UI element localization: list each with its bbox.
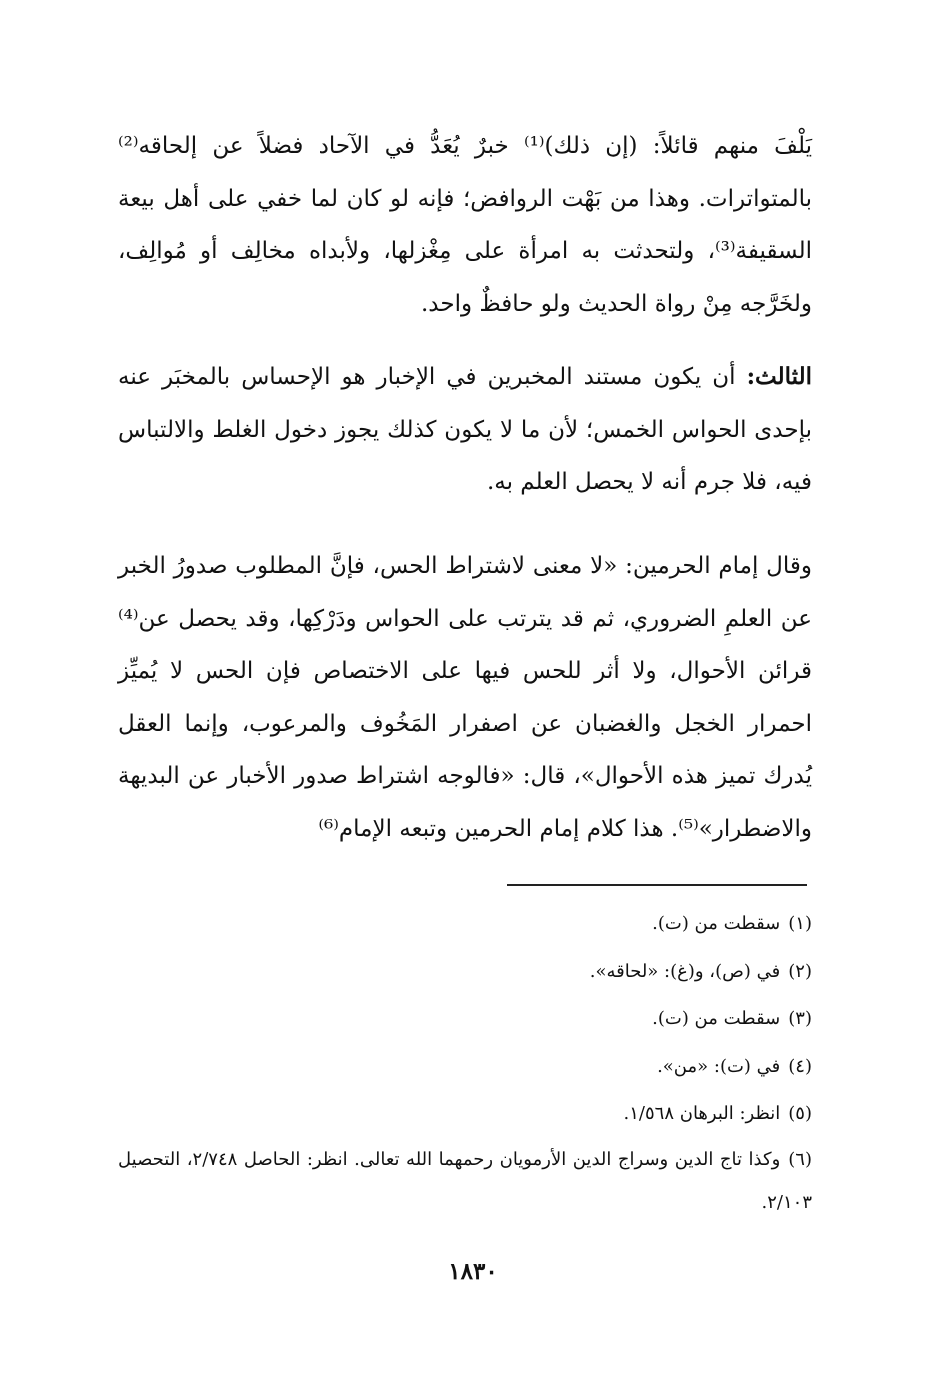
main-text-block-1 (118, 120, 812, 330)
paragraph-1: يَلْفَ منهم قائلاً: (إن ذلك)⁽¹⁾ خبرٌ يُعَدُّ في الآحاد فضلاً عن إلحاقه⁽²⁾ بالمتواترات. وهذا من بَهْت الروافض؛ فإنه لو كان لما خفي على أهل بيعة السقيفة⁽³⁾، ولتحدثت به امرأة على مِغْزلها، ولأبداه مخالِف أو مُوالِف، ولخَرَّجه مِنْ رواة الحديث ولو حافظٌ واحد. (118, 133, 812, 317)
main-text-block-3 (118, 540, 812, 855)
footnote-2 (118, 948, 812, 996)
footnote-number: (٥) (788, 1103, 812, 1124)
footnote-3 (118, 995, 812, 1043)
footnote-1 (118, 900, 812, 948)
footnote-number: (٤) (788, 1055, 812, 1077)
footnote-5 (118, 1090, 812, 1138)
footnote-text: وكذا تاج الدين وسراج الدين الأرمويان رحمهما الله تعالى. انظر: الحاصل ٢/٧٤٨، التحصيل ٢/١٠٣. (118, 1148, 812, 1213)
paragraph-2 (118, 351, 812, 509)
footnote-text: في (ص)، و(غ): «لحاقه». (589, 960, 781, 982)
footnote-text: سقطت من (ت). (652, 913, 781, 934)
footnotes (118, 900, 812, 1224)
footnote-text: انظر: البرهان ١/٥٦٨. (623, 1103, 781, 1124)
page-number: ١٨٣٠ (448, 1258, 498, 1285)
paragraph-2-text: أن يكون مستند المخبرين في الإخبار هو الإحساس بالمخبَر عنه بإحدى الحواس الخمس؛ لأن ما لا يكون كذلك يجوز دخول الغلط والالتباس فيه، فلا جرم أنه لا يحصل العلم به. (118, 364, 812, 495)
footnote-number: (٣) (788, 1008, 812, 1029)
footnote-text: في (ت): «من». (657, 1055, 781, 1077)
footnote-number: (٦) (788, 1148, 812, 1170)
section-heading-third: الثالث: (746, 363, 812, 390)
footnote-text: سقطت من (ت). (652, 1008, 781, 1029)
footnote-number: (١) (788, 913, 812, 934)
paragraph-3: وقال إمام الحرمين: «لا معنى لاشتراط الحس، فإنَّ المطلوب صدورُ الخبر عن العلمِ الضروري، ثم قد يترتب على الحواس ودَرْكِها، وقد يحصل عن⁽⁴⁾ قرائن الأحوال، ولا أثر للحس فيها على الاختصاص فإن الحس لا يُميِّز احمرار الخجل والغضبان عن اصفرار المَخُوف والمرعوب، وإنما العقل يُدرك تميز هذه الأحوال»، قال: «فالوجه اشتراط صدور الأخبار عن البديهة والاضطرار»⁽⁵⁾. هذا كلام إمام الحرمين وتبعه الإمام⁽⁶⁾ (118, 553, 812, 842)
footnote-number: (٢) (788, 960, 812, 982)
footnote-6 (118, 1138, 812, 1224)
footnote-separator (507, 884, 807, 886)
main-text-block-2 (118, 351, 812, 509)
footnote-4 (118, 1043, 812, 1091)
